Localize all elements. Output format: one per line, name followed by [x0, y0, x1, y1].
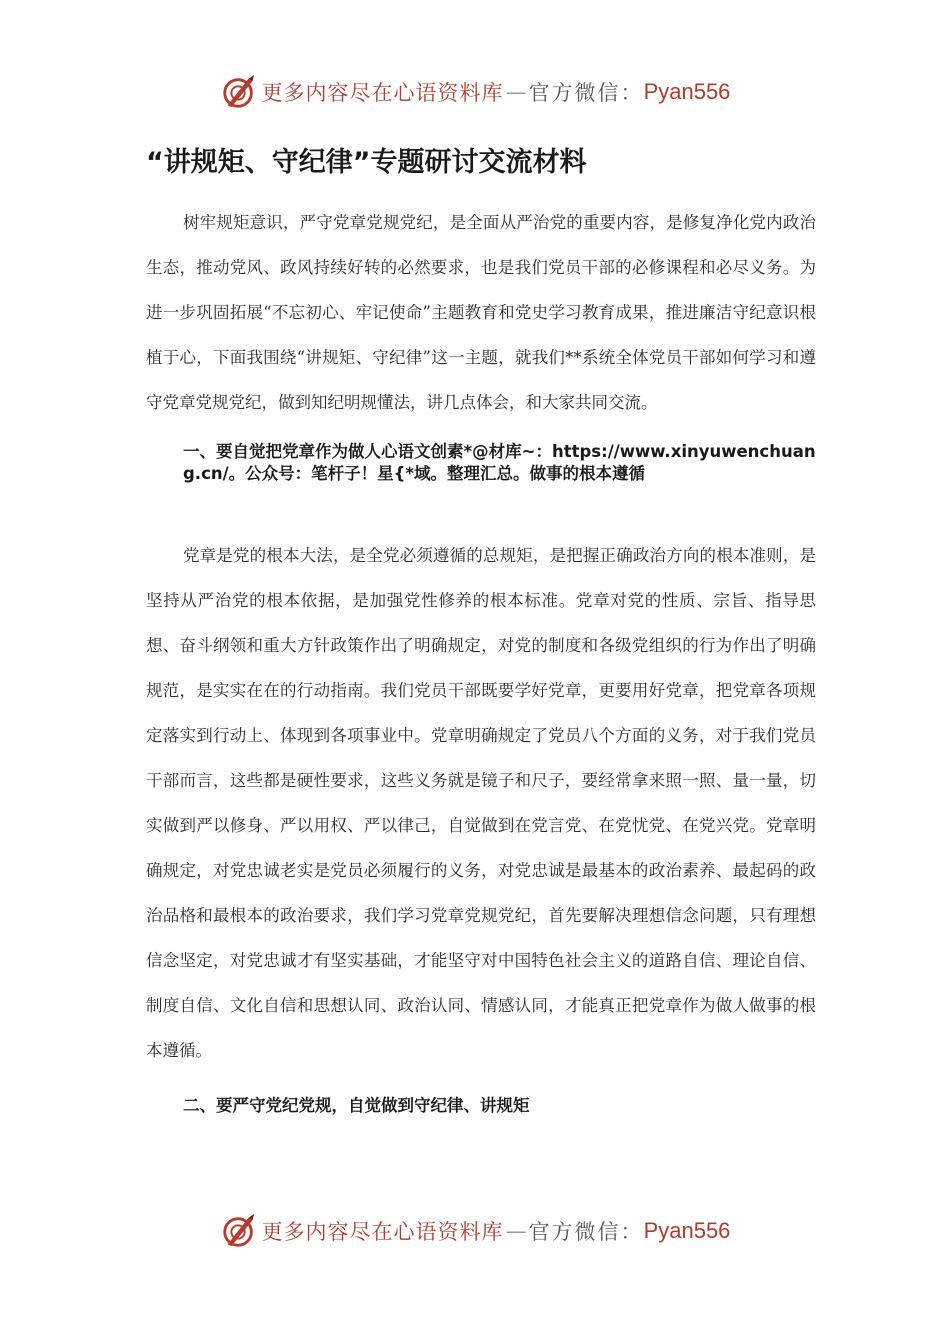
footer-banner: [0, 1209, 950, 1253]
banner-separator: —: [505, 1219, 527, 1243]
section-2-heading: 二、要严守党纪党规，自觉做到守纪律、讲规矩: [183, 1096, 530, 1115]
banner-wechat-id: Pyan556: [643, 79, 731, 104]
banner-wechat-id: Pyan556: [643, 1218, 731, 1243]
pen-logo-icon: [220, 1212, 258, 1250]
section-1-paragraph: 党章是党的根本大法，是全党必须遵循的总规矩，是把握正确政治方向的根本准则，是坚持从严治党的根本依据，是加强党性修养的根本标准。党章对党的性质、宗旨、指导思想、奋斗纲领和重大方针政策作出了明确规定，对党的制度和各级党组织的行为作出了明确规范，是实实在在的行动指南。我们党员干部既要学好党章，更要用好党章，把党章各项规定落实到行动上、体现到各项事业中。党章明确规定了党员八个方面的义务，对于我们党员干部而言，这些都是硬性要求，这些义务就是镜子和尺子，要经常拿来照一照、量一量，切实做到严以修身、严以用权、严以律己，自觉做到在党言党、在党忧党、在党兴党。党章明确规定，对党忠诚老实是党员必须履行的义务，对党忠诚是最基本的政治素养、最起码的政治品格和最根本的政治要求，我们学习党章党规党纪，首先要解决理想信念问题，只有理想信念坚定，对党忠诚才有坚实基础，才能坚守对中国特色社会主义的道路自信、理论自信、制度自信、文化自信和思想认同、政治认同、情感认同，才能真正把党章作为做人做事的根本遵循。: [146, 546, 816, 1060]
section-1-heading: 一、要自觉把党章作为做人心语文创素*@材库~：https://www.xinyuwenchuang.cn/。公众号：笔杆子！星{*域。整理汇总。做事的根本遵循: [183, 442, 816, 483]
banner-slogan: 更多内容尽在心语资料库: [261, 1220, 504, 1244]
banner-slogan: 更多内容尽在心语资料库: [261, 81, 504, 105]
intro-paragraph: 树牢规矩意识，严守党章党规党纪，是全面从严治党的重要内容，是修复净化党内政治生态，推动党风、政风持续好转的必然要求，也是我们党员干部的必修课程和必尽义务。为进一步巩固拓展“不忘初心、牢记使命”主题教育和党史学习教育成果，推进廉洁守纪意识根植于心，下面我围绕“讲规矩、守纪律”这一主题，就我们**系统全体党员干部如何学习和遵守党章党规党纪，做到知纪明规懂法，讲几点体会，和大家共同交流。: [146, 213, 816, 412]
banner-wechat-label: 官方微信：: [528, 81, 644, 105]
document-title: “讲规矩、守纪律”专题研讨交流材料: [146, 147, 587, 178]
header-banner: [0, 70, 950, 114]
banner-wechat-label: 官方微信：: [528, 1220, 644, 1244]
pen-logo-icon: [220, 73, 258, 111]
banner-separator: —: [505, 80, 527, 104]
